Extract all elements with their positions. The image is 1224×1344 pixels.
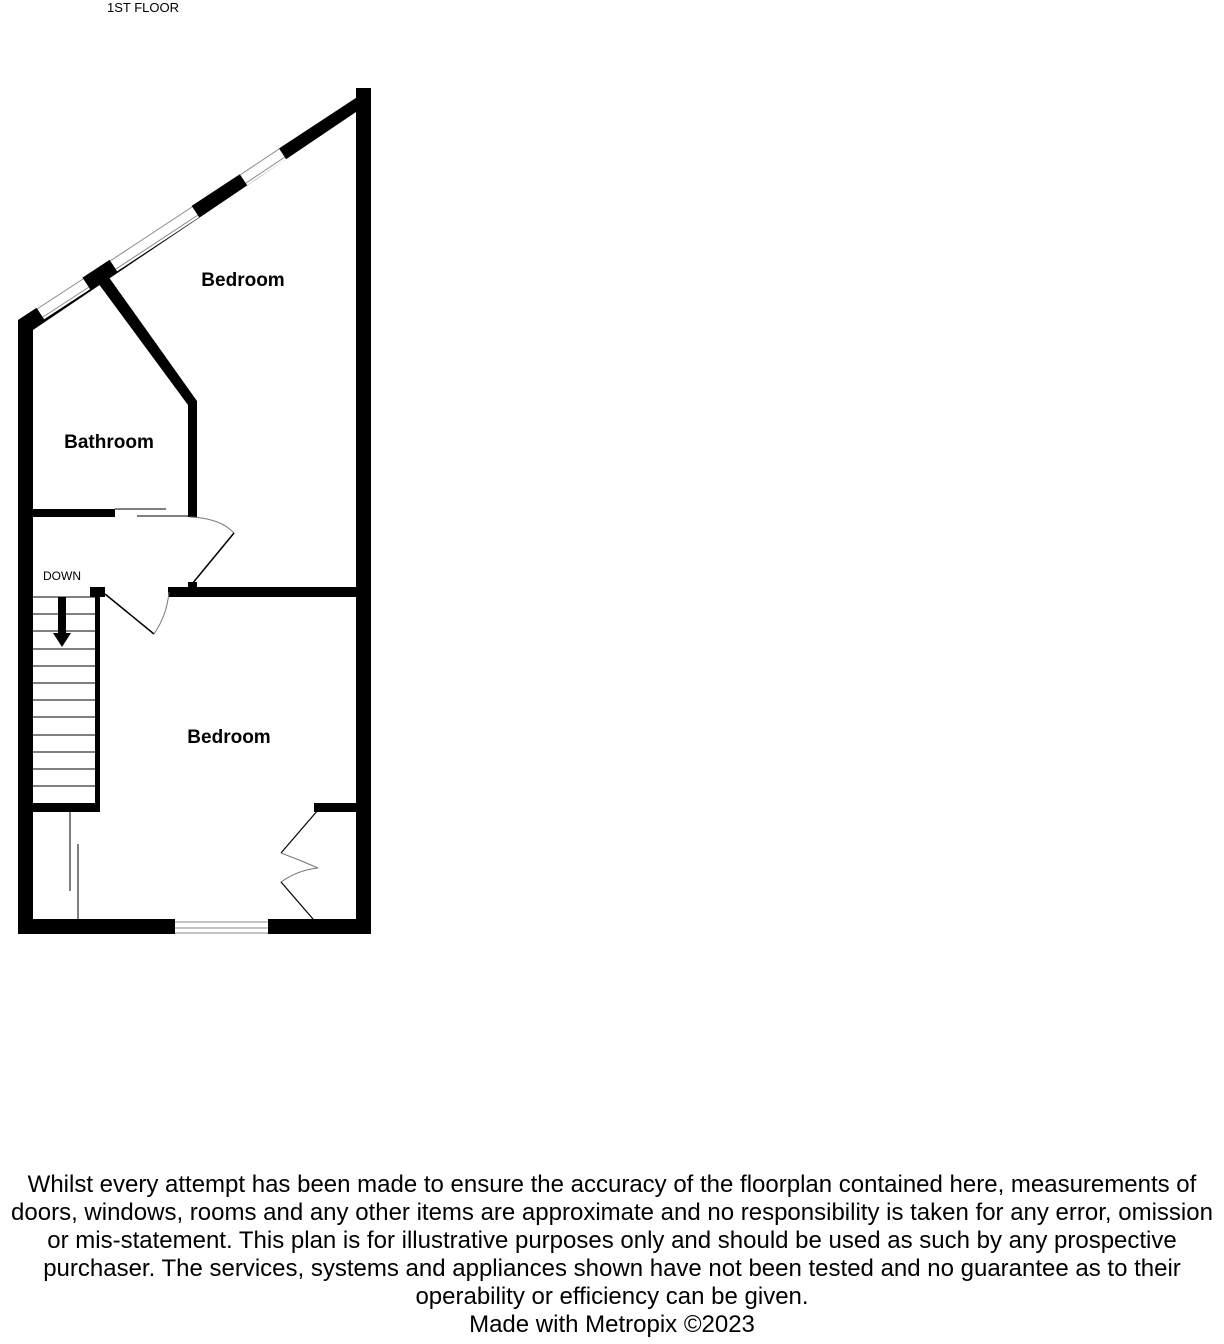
stair-bottom-wall (30, 803, 100, 812)
credit-text: Made with Metropix ©2023 (469, 1311, 755, 1338)
window (110, 207, 198, 269)
diagonal-windows (37, 149, 285, 317)
disclaimer-text: Whilst every attempt has been made to ensure the accuracy of the floorplan contained here, measurements of doors, windows, rooms and any other items are approximate and no responsibility is taken for any error, omission or mis-statement. This plan is for illustrative purposes only and should be used as such by any prospective purchaser. The services, systems and appliances shown have not been tested and no guarantee as to their operability or efficiency can be given. (11, 1171, 1213, 1310)
right-wall (356, 88, 371, 934)
bathroom-wall (33, 509, 115, 517)
left-wall (18, 320, 33, 934)
wardrobe-sliding-doors (70, 812, 78, 919)
bottom-window (175, 919, 268, 934)
down-arrow-icon (53, 597, 71, 647)
room-label-bedroom-upper: Bedroom (201, 270, 285, 291)
upper-bedroom-door (190, 517, 234, 584)
room-label-bedroom-lower: Bedroom (187, 727, 271, 748)
lower-bedroom-door (105, 592, 169, 634)
stair-side-wall (95, 597, 100, 812)
bathroom-diagonal-wall (98, 276, 197, 517)
window (37, 279, 89, 317)
bathroom-sliding-door (115, 509, 188, 516)
cupboard-wall (314, 803, 356, 812)
stairs-label: DOWN (43, 569, 81, 583)
disclaimer (0, 1171, 1224, 1339)
window (240, 149, 285, 183)
cupboard-bifold-doors (281, 810, 318, 919)
floor-title: 1ST FLOOR (107, 0, 180, 15)
room-label-bathroom: Bathroom (64, 432, 154, 453)
